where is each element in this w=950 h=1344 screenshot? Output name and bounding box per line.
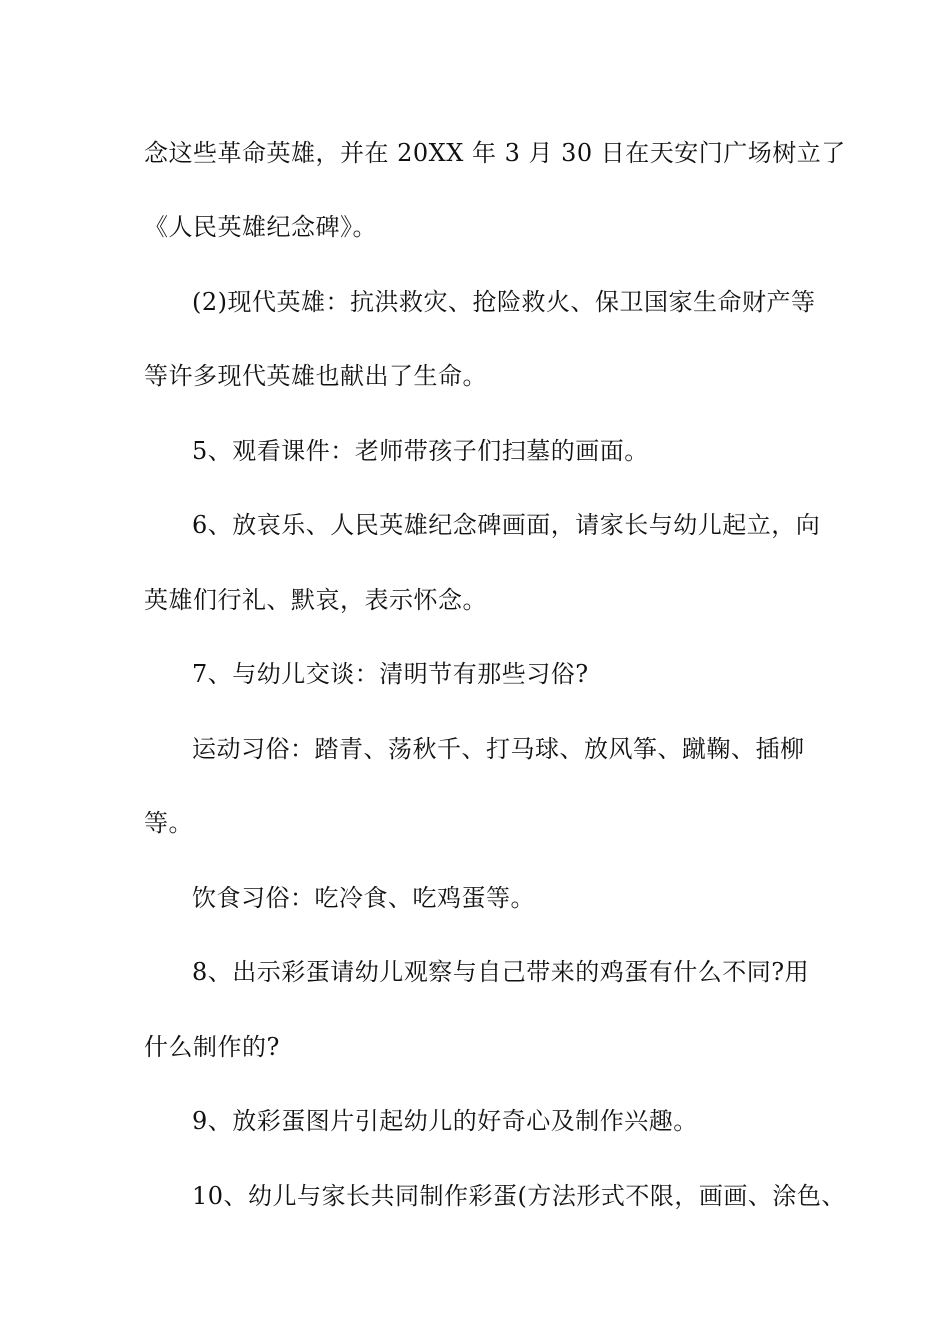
text-line: 等许多现代英雄也献出了生命。 — [144, 362, 487, 390]
text-line: 等。 — [144, 809, 193, 837]
paragraph-line: 8、出示彩蛋请幼儿观察与自己带来的鸡蛋有什么不同?用 — [192, 958, 810, 986]
text-line: 英雄们行礼、默哀，表示怀念。 — [144, 586, 487, 614]
paragraph-line: 7、与幼儿交谈：清明节有那些习俗? — [192, 660, 589, 688]
paragraph-line: 运动习俗：踏青、荡秋千、打马球、放风筝、蹴鞠、插柳 — [192, 735, 805, 763]
paragraph-line: 10、幼儿与家长共同制作彩蛋(方法形式不限，画画、涂色、 — [192, 1182, 846, 1210]
text-line: 念这些革命英雄，并在 20XX 年 3 月 30 日在天安门广场树立了 — [144, 139, 846, 167]
paragraph-line: 5、观看课件：老师带孩子们扫墓的画面。 — [192, 437, 649, 465]
paragraph-line: 9、放彩蛋图片引起幼儿的好奇心及制作兴趣。 — [192, 1107, 698, 1135]
text-line: 什么制作的? — [144, 1033, 280, 1061]
text-line: 《人民英雄纪念碑》。 — [144, 213, 377, 241]
paragraph-line: 6、放哀乐、人民英雄纪念碑画面，请家长与幼儿起立，向 — [192, 511, 821, 539]
paragraph-line: 饮食习俗：吃冷食、吃鸡蛋等。 — [192, 884, 535, 912]
paragraph-line: (2)现代英雄：抗洪救灾、抢险救火、保卫国家生命财产等 — [192, 288, 816, 316]
